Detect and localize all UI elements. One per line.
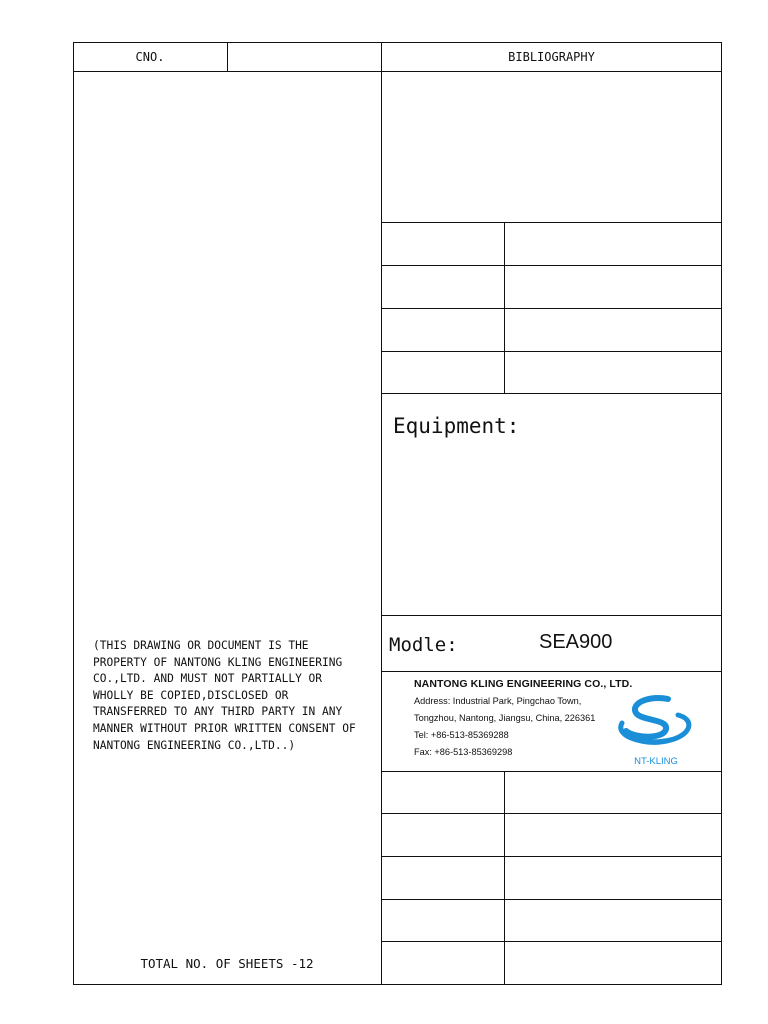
- model-divider: [381, 671, 722, 672]
- cno-value: [227, 42, 381, 72]
- upper-table-line-3: [381, 308, 722, 309]
- lower-table-column-divider: [504, 771, 505, 985]
- lower-table-line-2: [381, 813, 722, 814]
- company-fax: Fax: +86-513-85369298: [414, 747, 513, 757]
- lower-table-line-3: [381, 856, 722, 857]
- lower-table-line-5: [381, 941, 722, 942]
- upper-table-line-1: [381, 222, 722, 223]
- company-tel: Tel: +86-513-85369288: [414, 730, 509, 740]
- drawing-frame: [73, 42, 722, 985]
- company-address-1: Address: Industrial Park, Pingchao Town,: [414, 696, 582, 706]
- logo-text: NT-KLING: [634, 756, 678, 767]
- bibliography-label: BIBLIOGRAPHY: [508, 50, 595, 64]
- equipment-label: Equipment:: [393, 414, 520, 438]
- company-info: [414, 678, 632, 758]
- model-value: SEA900: [539, 631, 613, 653]
- total-sheets: TOTAL NO. OF SHEETS -12: [140, 956, 314, 971]
- company-name: NANTONG KLING ENGINEERING CO., LTD.: [414, 678, 633, 690]
- cno-label: CNO.: [135, 50, 165, 64]
- lower-table-line-1: [381, 771, 722, 772]
- upper-table-line-4: [381, 351, 722, 352]
- company-address-2: Tongzhou, Nantong, Jiangsu, China, 226361: [414, 713, 596, 723]
- equipment-divider: [381, 615, 722, 616]
- upper-table-line-5: [381, 393, 722, 394]
- nt-kling-logo: [616, 693, 696, 768]
- main-column-divider: [381, 42, 382, 985]
- upper-table-line-2: [381, 265, 722, 266]
- lower-table-line-4: [381, 899, 722, 900]
- upper-table-column-divider: [504, 222, 505, 393]
- confidentiality-notice: (THIS DRAWING OR DOCUMENT IS THE PROPERTY OF NANTONG KLING ENGINEERING CO.,LTD. AND MUST NOT PARTIALLY OR WHOLLY BE COPIED,DISCLOSED OR TRANSFERRED TO ANY THIRD PARTY IN ANY MANNER WITHOUT PRIOR WRITTEN CONSENT OF NANTONG ENGINEERING CO.,LTD..): [93, 639, 356, 752]
- model-label: Modle:: [389, 634, 458, 656]
